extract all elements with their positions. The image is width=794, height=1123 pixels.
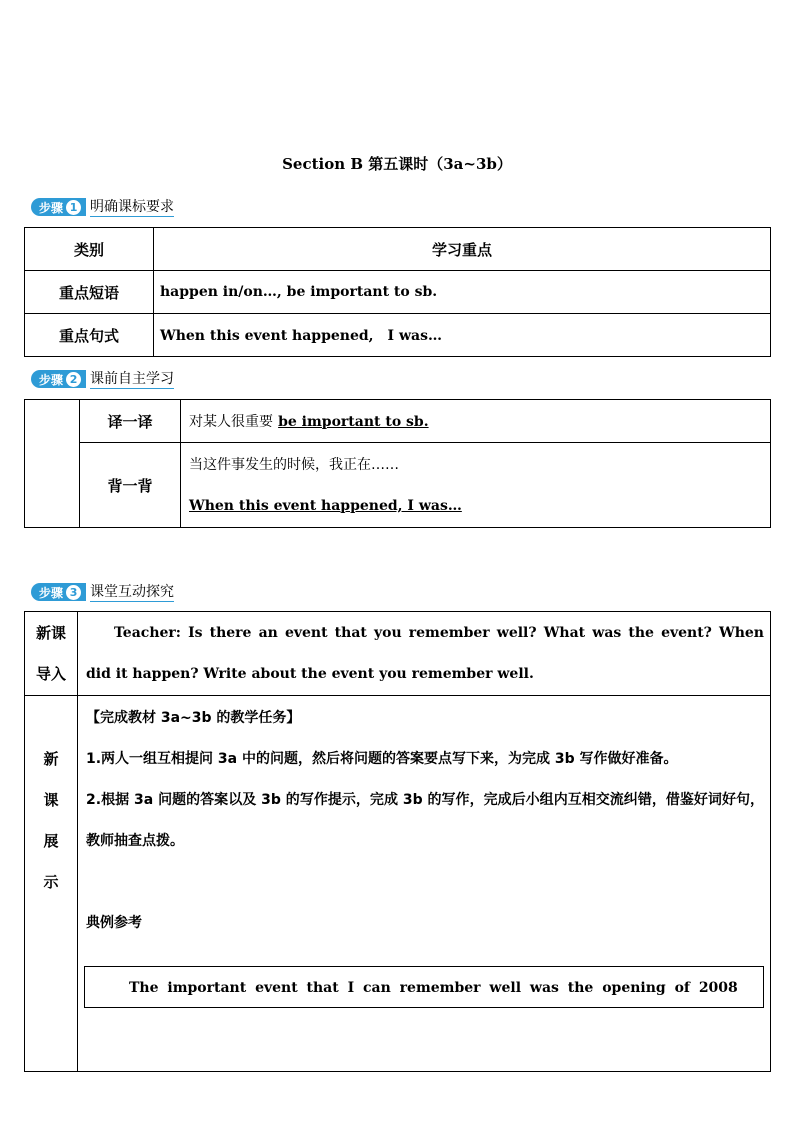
step-1-label: 明确课标要求 — [90, 198, 175, 215]
step-3-heading — [31, 582, 174, 602]
main-label-char-3: 展 — [43, 832, 59, 850]
preview-table — [24, 399, 771, 528]
step-1-heading — [31, 197, 174, 217]
requirements-table — [24, 227, 771, 357]
step-3-label: 课堂互动探究 — [90, 583, 175, 600]
step-2-label: 课前自主学习 — [90, 370, 175, 387]
translate-zh: 对某人很重要 — [189, 414, 273, 430]
step-3-badge — [31, 583, 86, 601]
main-label-char-2: 课 — [43, 791, 59, 809]
recite-answer: When this event happened, I was… — [189, 497, 462, 514]
intro-text: Teacher: Is there an event that you remember well? What was the event? When did it happen? Write about the event you remember well. — [78, 612, 771, 696]
blank-cell — [25, 400, 80, 528]
label-translate: 译一译 — [80, 400, 181, 443]
step-2-number: 2 — [66, 372, 81, 387]
recite-zh: 当这件事发生的时候，我正在…… — [189, 456, 399, 473]
label-recite: 背一背 — [80, 443, 181, 528]
intro-label-line1: 新课 — [35, 623, 66, 642]
classroom-table — [24, 611, 771, 1072]
step-1-number: 1 — [66, 200, 81, 215]
main-label — [25, 696, 78, 1072]
task-1: 1.两人一组互相提问 3a 中的问题，然后将问题的答案要点写下来，为完成 3b 写作做好准备。 — [86, 751, 678, 767]
step-2-heading — [31, 369, 174, 389]
intro-label-line2: 导入 — [35, 664, 66, 683]
step-2-badge-text: 步骤 — [39, 372, 64, 387]
intro-label — [25, 612, 78, 696]
translate-cell — [181, 400, 771, 443]
task-2: 2.根据 3a 问题的答案以及 3b 的写作提示，完成 3b 的写作，完成后小组内互相交流纠错，借鉴好词好句，教师抽查点拨。 — [86, 792, 764, 849]
main-label-char-4: 示 — [43, 873, 59, 891]
row-label-phrases: 重点短语 — [25, 271, 154, 314]
step-2-badge — [31, 370, 86, 388]
translate-answer: be important to sb. — [278, 414, 429, 430]
header-category: 类别 — [25, 228, 154, 271]
step-3-badge-text: 步骤 — [39, 585, 64, 600]
step-1-badge — [31, 198, 86, 216]
step-1-badge-text: 步骤 — [39, 200, 64, 215]
example-label: 典例参考 — [86, 915, 142, 931]
recite-cell — [181, 443, 771, 528]
example-text: The important event that I can remember well was the opening of 2008 — [129, 980, 738, 996]
row-label-sentences: 重点句式 — [25, 314, 154, 357]
main-content — [78, 696, 771, 1072]
main-label-char-1: 新 — [43, 750, 59, 768]
row-content-phrases: happen in/on…, be important to sb. — [154, 271, 771, 314]
step-3-number: 3 — [66, 585, 81, 600]
page-title: Section B 第五课时（3a~3b） — [282, 155, 512, 173]
header-focus: 学习重点 — [154, 228, 771, 271]
row-content-sentences: When this event happened, I was… — [154, 314, 771, 357]
example-box — [84, 966, 764, 1008]
task-title: 【完成教材 3a~3b 的教学任务】 — [86, 710, 301, 726]
